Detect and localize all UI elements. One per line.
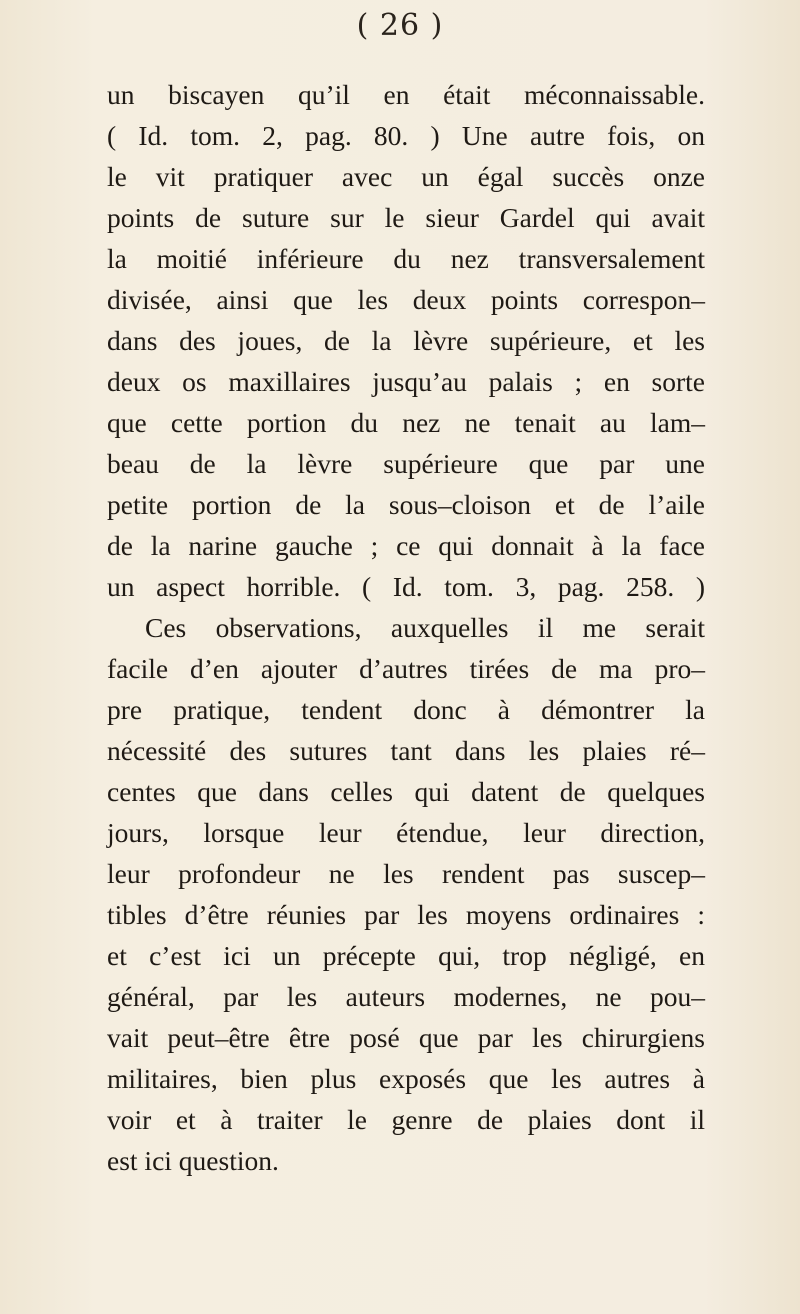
text-line: beau de la lèvre supérieure que par une — [107, 448, 705, 479]
text-line: centes que dans celles qui datent de quelques — [107, 776, 705, 807]
text-line: nécessité des sutures tant dans les plaies ré– — [107, 735, 705, 766]
text-line: facile d’en ajouter d’autres tirées de ma pro– — [107, 653, 705, 684]
text-line: petite portion de la sous–cloison et de l’aile — [107, 489, 705, 520]
paragraph-start-line: Ces observations, auxquelles il me serait — [145, 612, 705, 643]
text-line: un biscayen qu’il en était méconnaissable. — [107, 79, 705, 110]
text-line: pre pratique, tendent donc à démontrer la — [107, 694, 705, 725]
text-line: de la narine gauche ; ce qui donnait à la face — [107, 530, 705, 561]
text-line: militaires, bien plus exposés que les autres à — [107, 1063, 705, 1094]
text-line: points de suture sur le sieur Gardel qui avait — [107, 202, 705, 233]
text-line: vait peut–être être posé que par les chirurgiens — [107, 1022, 705, 1053]
text-line: dans des joues, de la lèvre supérieure, et les — [107, 325, 705, 356]
text-line: le vit pratiquer avec un égal succès onze — [107, 161, 705, 192]
text-line: tibles d’être réunies par les moyens ordinaires : — [107, 899, 705, 930]
text-line: général, par les auteurs modernes, ne pou– — [107, 981, 705, 1012]
text-line: deux os maxillaires jusqu’au palais ; en sorte — [107, 366, 705, 397]
text-line-last: est ici question. — [107, 1145, 279, 1176]
text-line: la moitié inférieure du nez transversalement — [107, 243, 705, 274]
text-line: divisée, ainsi que les deux points correspon– — [107, 284, 705, 315]
text-line: jours, lorsque leur étendue, leur direction, — [107, 817, 705, 848]
text-line: leur profondeur ne les rendent pas suscep– — [107, 858, 705, 889]
text-line: voir et à traiter le genre de plaies dont il — [107, 1104, 705, 1135]
text-line: un aspect horrible. ( Id. tom. 3, pag. 258. ) — [107, 571, 705, 602]
text-line: et c’est ici un précepte qui, trop négligé, en — [107, 940, 705, 971]
text-line: ( Id. tom. 2, pag. 80. ) Une autre fois, on — [107, 120, 705, 151]
body-text — [107, 74, 705, 1181]
page-number: ( 26 ) — [356, 8, 444, 43]
text-line: que cette portion du nez ne tenait au lam– — [107, 407, 705, 438]
